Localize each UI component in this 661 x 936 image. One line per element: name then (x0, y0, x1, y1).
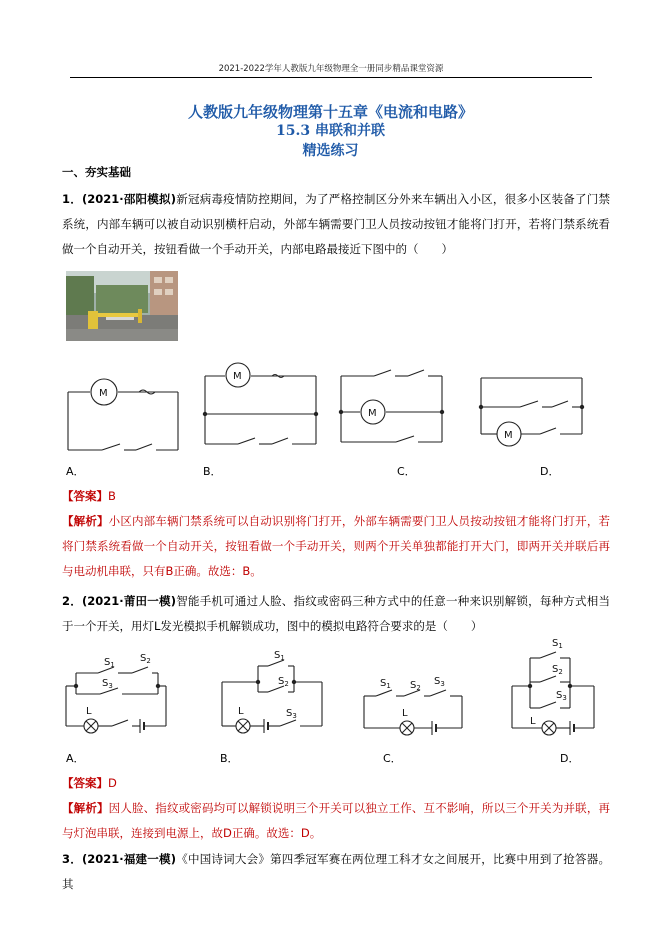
q1-option-d: D． (540, 465, 560, 478)
title-line-3: 精选练习 (302, 143, 359, 159)
q2-analysis-text: 因人脸、指纹或密码均可以解锁说明三个开关可以独立工作、互不影响，所以三个开关为并联，再与灯泡串联，连接到电源上，故D正确。故选：D。 (62, 801, 610, 840)
q2a-lamp-label: L (86, 706, 92, 717)
q1-text: 新冠病毒疫情防控期间，为了严格控制区分外来车辆出入小区，很多小区装备了门禁系统，内部车辆可以被自动识别横杆启动，外部车辆需要门卫人员按动按钮才能将门打开，若将门禁系统看做一个自动开关，按钮看做一个手动开关，内部电路最接近下图中的（ ） (62, 192, 610, 256)
q2-option-a: A． (66, 752, 85, 765)
q1-circuit-c (336, 366, 448, 448)
q1-option-b: B． (203, 465, 222, 478)
q1-number: 1． (62, 192, 82, 206)
q2a-s1-label: $S_1$ (104, 657, 115, 669)
q2-answer (62, 771, 610, 796)
q2-number: 2． (62, 594, 82, 608)
page-header: 2021-2022学年人教版九年级物理全一册同步精品课堂资源 (70, 62, 592, 78)
q1-analysis-text: 小区内部车辆门禁系统可以自动识别将门打开，外部车辆需要门卫人员按动按钮才能将门打开，若将门禁系统看做一个自动开关，按钮看做一个手动开关，则两个开关单独都能打开大门，即两开关并联后再与电动机串联，只有B正确。故选：B。 (62, 514, 610, 578)
q1-circuit-b (200, 362, 322, 450)
q1-circuit-d (476, 372, 588, 450)
q2-option-d: D． (560, 752, 580, 765)
q2-circuit-a (62, 648, 172, 740)
q2-answer-value: D (108, 776, 117, 790)
q3-text: 《中国诗词大会》第四季冠军赛在两位理工科才女之间展开，比赛中用到了抢答器。其 (62, 852, 610, 891)
q2-circuit-b (218, 648, 328, 740)
q1-option-c: C． (397, 465, 416, 478)
title-line-1: 人教版九年级物理第十五章《电流和电路》 (187, 103, 473, 121)
question-3 (62, 847, 610, 897)
q3-number: 3． (62, 852, 82, 866)
svg-text:L: L (530, 716, 536, 727)
q2-source: (2021·莆田一模) (81, 594, 177, 608)
q1-answer (62, 484, 610, 509)
q1-circuit-a (62, 370, 184, 455)
q1-source: (2021·邵阳模拟) (81, 192, 177, 206)
q2a-s2-label: $S_2$ (140, 653, 151, 665)
q2-option-c: C． (383, 752, 402, 765)
svg-text:S1: $S_1$ (380, 678, 391, 690)
q2-circuit-d (506, 636, 602, 740)
q1-option-a: A． (66, 465, 85, 478)
q2a-s3-label: $S_3$ (102, 678, 113, 690)
svg-text:S1: $S_1$ (274, 650, 285, 662)
svg-text:S2: $S_2$ (410, 680, 421, 692)
q1-answer-tag: 【答案】 (62, 489, 108, 503)
svg-text:S3: $S_3$ (434, 676, 445, 688)
svg-text:S1: $S_1$ (552, 638, 563, 650)
section-heading: 一、夯实基础 (62, 165, 131, 179)
q2-answer-tag: 【答案】 (62, 776, 108, 790)
q1-analysis-tag: 【解析】 (62, 514, 109, 528)
svg-text:M: M (233, 371, 242, 382)
q2-text: 智能手机可通过人脸、指纹或密码三种方式中的任意一种来识别解锁，每种方式相当于一个开关，用灯L发光模拟手机解锁成功，图中的模拟电路符合要求的是（ ） (62, 594, 610, 633)
svg-text:M: M (368, 408, 377, 419)
gate-photo (66, 271, 178, 341)
svg-text:M: M (99, 388, 108, 399)
question-1 (62, 187, 610, 262)
svg-text:L: L (238, 706, 244, 717)
question-2 (62, 589, 610, 639)
q2-option-b: B． (220, 752, 239, 765)
svg-text:S2: $S_2$ (278, 676, 289, 688)
svg-text:S3: $S_3$ (556, 690, 567, 702)
q1-analysis (62, 509, 610, 584)
q1-answer-value: B (108, 489, 116, 503)
q2-circuit-c (358, 666, 468, 740)
svg-text:S2: $S_2$ (552, 664, 563, 676)
svg-text:S3: $S_3$ (286, 708, 297, 720)
q2-analysis-tag: 【解析】 (62, 801, 109, 815)
title-line-2: 15.3 串联和并联 (276, 123, 385, 139)
svg-text:L: L (402, 708, 408, 719)
q3-source: (2021·福建一模) (81, 852, 177, 866)
svg-text:M: M (504, 430, 513, 441)
q2-analysis (62, 796, 610, 846)
gate-photo-image (66, 271, 178, 341)
